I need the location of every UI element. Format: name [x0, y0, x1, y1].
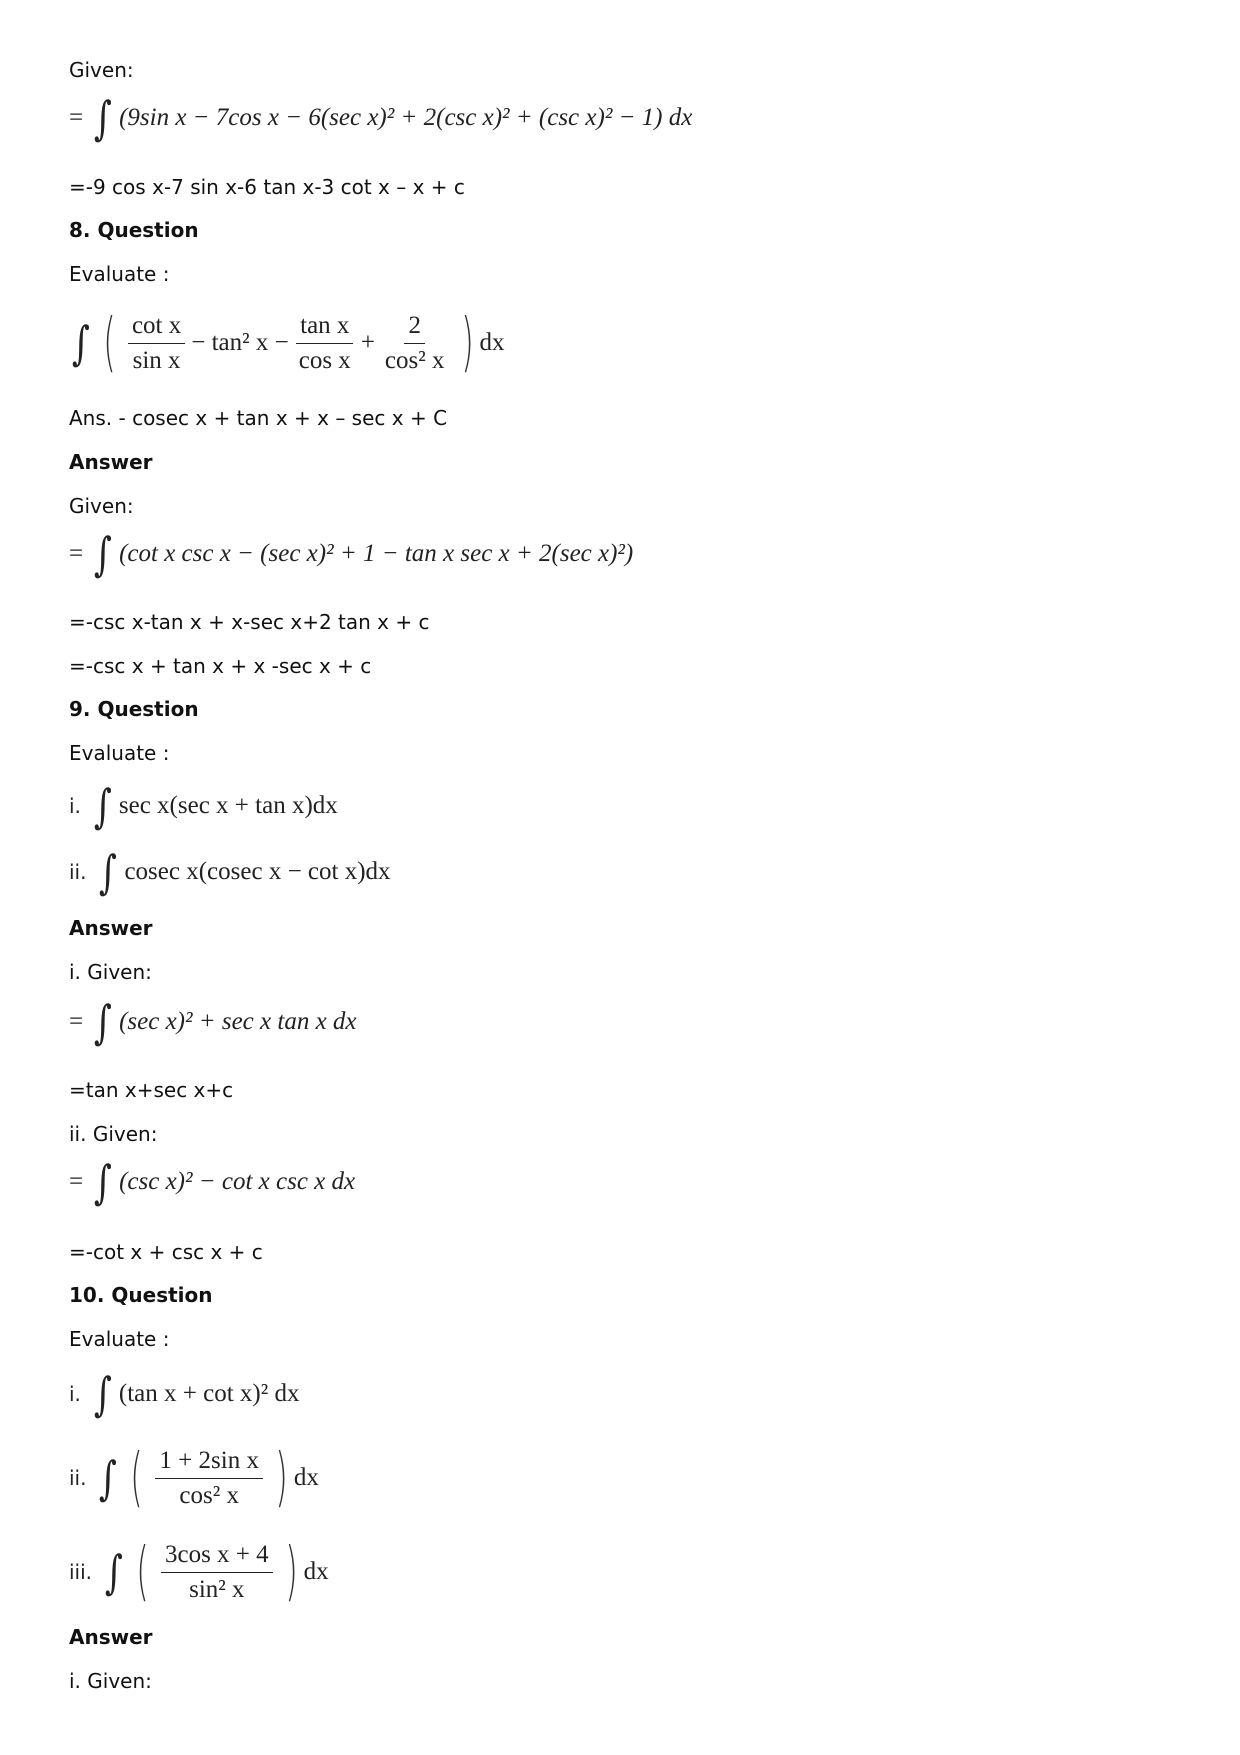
denominator: sin² x	[189, 1575, 245, 1603]
question-9-i-given: i. Given:	[69, 960, 152, 984]
numerator: 1 + 2sin x	[155, 1447, 263, 1479]
integrand: (cot x csc x − (sec x)² + 1 − tan x sec x + 2(sec x)²)	[119, 540, 634, 567]
question-8-result-2: =-csc x + tan x + x -sec x + c	[69, 654, 372, 678]
integral-sign: ∫	[94, 527, 113, 581]
question-9-ii-work	[69, 1155, 356, 1209]
question-8-ans: Ans. - cosec x + tan x + x – sec x + C	[69, 406, 448, 430]
integral-sign: ∫	[93, 779, 112, 833]
question-10-answer-heading: Answer	[69, 1625, 153, 1649]
right-paren: )	[460, 306, 474, 380]
question-10-i-given: i. Given:	[69, 1669, 152, 1693]
integrand: sec x(sec x + tan x)dx	[118, 792, 338, 819]
question-9-part-i	[69, 779, 338, 833]
left-paren: (	[103, 306, 116, 380]
denominator: cos x	[298, 346, 351, 374]
numerator: cot x	[128, 312, 185, 344]
question-10-heading: 10. Question	[69, 1283, 213, 1307]
integral-expression-1	[69, 91, 693, 145]
fraction	[161, 1541, 273, 1604]
integral-sign: ∫	[105, 1545, 124, 1599]
numerator: 2	[404, 312, 425, 344]
fraction-cot-over-sin	[128, 312, 185, 375]
integrand: (9sin x − 7cos x − 6(sec x)² + 2(csc x)² + (csc x)² − 1) dx	[119, 104, 693, 131]
question-8-given: Given:	[69, 494, 134, 518]
integral-sign: ∫	[93, 1367, 112, 1421]
question-9-ii-result: =-cot x + csc x + c	[69, 1240, 263, 1264]
integral-sign: ∫	[99, 1451, 118, 1505]
equals-sign: =	[69, 104, 84, 131]
denominator: sin x	[132, 346, 181, 374]
question-8-heading: 8. Question	[69, 218, 199, 242]
left-paren: (	[136, 1535, 149, 1609]
question-8-work-expression	[69, 527, 634, 581]
question-10-part-i	[69, 1367, 300, 1421]
right-paren: )	[284, 1535, 298, 1609]
question-8-evaluate: Evaluate :	[69, 262, 170, 286]
numerator: tan x	[296, 312, 353, 344]
fraction	[155, 1447, 263, 1510]
part-label: iii.	[69, 1560, 93, 1584]
integral-sign: ∫	[94, 91, 113, 145]
result-line-1: =-9 cos x-7 sin x-6 tan x-3 cot x – x + c	[69, 175, 465, 199]
part-label: ii.	[69, 860, 87, 884]
part-label: ii.	[69, 1466, 87, 1490]
question-8-expression	[69, 305, 504, 381]
equals-sign: =	[69, 1168, 84, 1195]
question-10-part-iii	[69, 1534, 329, 1610]
differential: dx	[293, 1464, 319, 1491]
denominator: cos² x	[179, 1481, 239, 1509]
left-paren: (	[130, 1441, 144, 1515]
plus-sign: +	[360, 329, 375, 356]
question-9-evaluate: Evaluate :	[69, 741, 170, 765]
question-10-evaluate: Evaluate :	[69, 1327, 170, 1351]
integrand: (csc x)² − cot x csc x dx	[119, 1168, 356, 1195]
equals-sign: =	[69, 540, 84, 567]
question-9-ii-given: ii. Given:	[69, 1122, 158, 1146]
integral-sign: ∫	[94, 1155, 113, 1209]
integrand: (tan x + cot x)² dx	[118, 1380, 300, 1407]
differential: dx	[479, 329, 505, 356]
question-9-i-work	[69, 995, 357, 1049]
integrand: cosec x(cosec x − cot x)dx	[124, 858, 391, 885]
question-8-result-1: =-csc x-tan x + x-sec x+2 tan x + c	[69, 610, 430, 634]
denominator: cos² x	[384, 346, 445, 374]
given-label-1: Given:	[69, 58, 134, 82]
question-9-answer-heading: Answer	[69, 916, 153, 940]
fraction-tan-over-cos	[295, 312, 355, 375]
integral-sign: ∫	[94, 995, 113, 1049]
differential: dx	[303, 1558, 329, 1585]
right-paren: )	[275, 1441, 288, 1515]
numerator: 3cos x + 4	[161, 1541, 273, 1573]
question-9-heading: 9. Question	[69, 697, 199, 721]
question-8-answer-heading: Answer	[69, 450, 153, 474]
equals-sign: =	[69, 1008, 84, 1035]
question-10-part-ii	[69, 1440, 319, 1516]
question-9-part-ii	[69, 845, 391, 899]
integral-sign: ∫	[71, 316, 90, 370]
part-label: i.	[69, 1382, 81, 1406]
integrand: (sec x)² + sec x tan x dx	[119, 1008, 357, 1035]
fraction-2-over-cos2	[381, 312, 449, 375]
part-label: i.	[69, 794, 81, 818]
question-9-i-result: =tan x+sec x+c	[69, 1078, 234, 1102]
integral-sign: ∫	[99, 845, 118, 899]
middle-term: − tan² x −	[191, 329, 289, 356]
